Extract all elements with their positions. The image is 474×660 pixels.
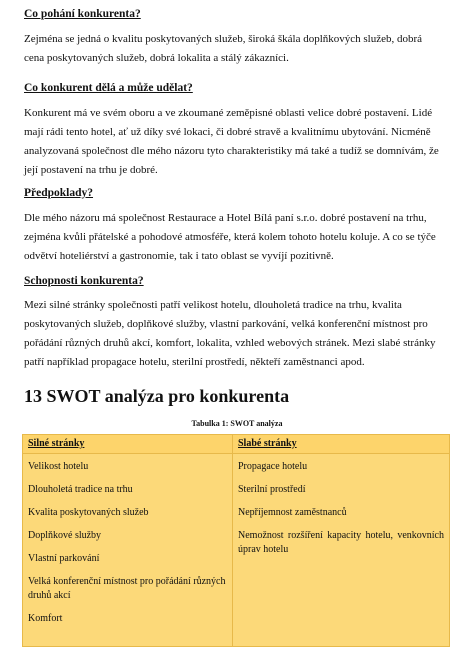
weakness-item: Propagace hotelu [238,461,308,472]
section-heading-capabilities: Schopnosti konkurenta? [24,275,144,287]
strength-item: Kvalita poskytovaných služeb [28,507,149,518]
swot-header-row [23,435,450,454]
table-caption: Tabulka 1: SWOT analýza [191,419,283,428]
weaknesses-cell [233,454,450,647]
swot-body-row [23,454,450,647]
strengths-header: Silné stránky [23,435,233,454]
text-line: poskytovaných služeb, doplňkové služby, vlastní parkování, velká konferenční místnost pro [24,318,428,330]
weakness-item: Sterilní prostředí [238,484,306,495]
section-text-capabilities [24,296,448,372]
text-line: mají rádi tento hotel, ať už díky své lokaci, či dobré stravě a kvalitnímu ubytování. Nicméně [24,126,431,138]
section-heading-actions: Co konkurent dělá a může udělat? [24,82,193,94]
chapter-title: 13 SWOT analýza pro konkurenta [24,386,290,406]
text-line: cena poskytovaných služeb, dobrá lokalita a stálý zákazníci. [24,52,289,64]
strength-item: Dlouholetá tradice na trhu [28,484,133,495]
strengths-cell [23,454,233,647]
strength-item: Komfort [28,613,63,624]
text-line: Dle mého názoru má společnost Restaurace a Hotel Bílá paní s.r.o. dobré postavení na trhu, [24,212,427,224]
strength-item: Velká konferenční místnost pro pořádání různých druhů akcí [28,576,226,601]
text-line: patří například propagace hotelu, sterilní prostředí, někteří zaměstnanci apod. [24,356,365,368]
text-line: Mezi silné stránky společnosti patří velikost hotelu, dlouholetá tradice na trhu, kvalita [24,299,402,311]
strength-item: Velikost hotelu [28,461,89,472]
text-line: její postavení na trhu je dobré. [24,164,158,176]
text-line: analyzovaná společnost dle mého názoru tyto charakteristiky má také a tudíž se domnívám, že [24,145,439,157]
text-line: Zejména se jedná o kvalitu poskytovaných služeb, široká škála doplňkových služeb, dobrá [24,33,423,45]
text-line: pořádání různých druhů akcí, komfort, lokalita, vzhled webových stránek. Mezi slabé stránky [24,337,436,349]
section-text-assumptions [24,209,448,266]
section-text-actions [24,104,448,180]
weakness-item: Nemožnost rozšíření kapacity hotelu, venkovních úprav hotelu [238,530,444,555]
section-heading-drivers: Co pohání konkurenta? [24,8,141,20]
text-line: Konkurent má ve svém oboru a ve zkoumané zeměpisné oblasti velice dobré postavení. Lidé [24,107,433,119]
section-text-drivers [24,30,448,68]
strength-item: Vlastní parkování [28,553,100,564]
section-heading-assumptions: Předpoklady? [24,187,94,199]
weakness-item: Nepříjemnost zaměstnanců [238,507,347,518]
strength-item: Doplňkové služby [28,530,102,541]
text-line: zejména kvůli přátelské a pohodové atmosféře, která kolem tohoto hotelu koluje. A co se týče [24,231,436,243]
text-line: odvětví hoteliérství a gastronomie, tak i tato oblast se vyvíjí pozitivně. [24,250,334,262]
swot-table [22,434,450,647]
weaknesses-header: Slabé stránky [233,435,450,454]
